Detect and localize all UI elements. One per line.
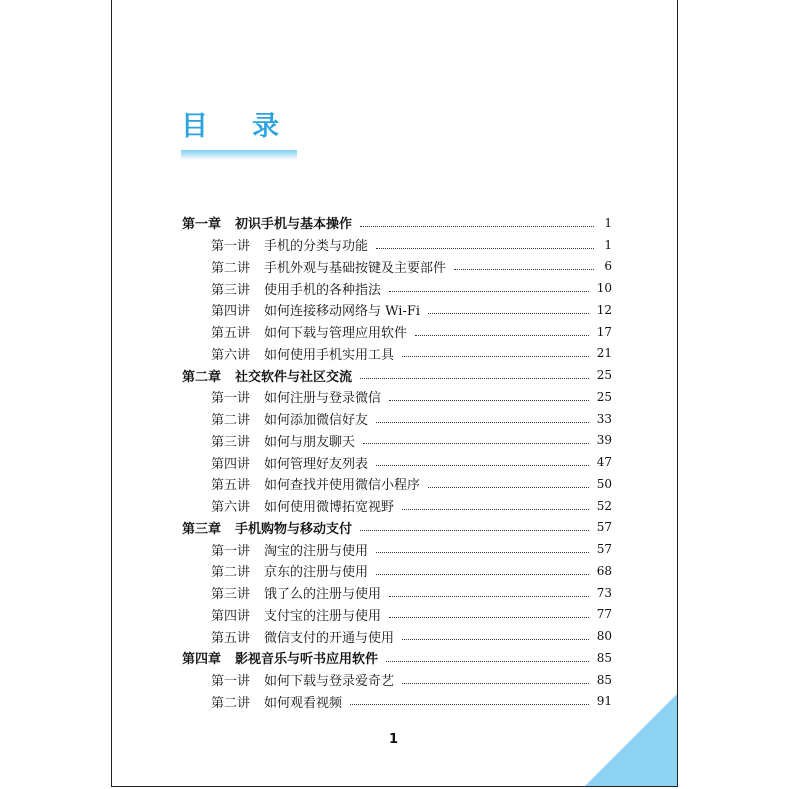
title-char-1: 目 — [181, 111, 208, 142]
toc-entry-label: 第四章 — [182, 652, 222, 668]
dot-leader — [360, 529, 589, 531]
toc-entry-title: 初识手机与基本操作 — [235, 217, 353, 233]
toc-lecture-row — [182, 560, 612, 582]
toc-entry-label: 第三讲 — [211, 587, 251, 603]
toc-entry-label: 第二讲 — [211, 695, 251, 711]
page-number: 1 — [389, 732, 399, 747]
toc-lecture-row — [182, 691, 612, 713]
book-page — [111, 0, 678, 787]
dot-leader — [376, 573, 589, 575]
toc-entry-page: 91 — [596, 694, 612, 709]
title-char-2: 录 — [252, 111, 279, 142]
toc-entry-title: 微信支付的开通与使用 — [264, 630, 395, 646]
toc-lecture-row — [182, 299, 612, 321]
corner-decoration — [585, 694, 677, 786]
toc-entry-title: 如何使用微博拓宽视野 — [264, 500, 395, 516]
toc-lecture-row — [182, 473, 612, 495]
toc-entry-title: 饿了么的注册与使用 — [264, 587, 382, 603]
toc-entry-title: 如何管理好友列表 — [264, 456, 369, 472]
toc-entry-title: 如何添加微信好友 — [264, 413, 369, 429]
toc-entry-page: 50 — [596, 476, 612, 491]
toc-chapter-row — [182, 517, 612, 539]
toc-entry-page: 12 — [596, 302, 612, 317]
toc-entry-title: 社交软件与社区交流 — [235, 369, 353, 385]
toc-entry-page: 85 — [596, 650, 612, 665]
dot-leader — [376, 551, 589, 553]
toc-lecture-row — [182, 582, 612, 604]
dot-leader — [350, 703, 589, 705]
toc-entry-label: 第一讲 — [211, 391, 251, 407]
toc-entry-page: 57 — [596, 520, 612, 535]
toc-entry-label: 第三讲 — [211, 282, 251, 298]
toc-entry-page: 39 — [596, 433, 612, 448]
toc-entry-page: 73 — [596, 585, 612, 600]
toc-lecture-row — [182, 408, 612, 430]
toc-entry-label: 第五讲 — [211, 478, 251, 494]
toc-chapter-row — [182, 647, 612, 669]
dot-leader — [389, 399, 589, 401]
toc-entry-label: 第六讲 — [211, 500, 251, 516]
toc-lecture-row — [182, 604, 612, 626]
toc-entry-label: 第一讲 — [211, 543, 251, 559]
toc-entry-page: 33 — [596, 411, 612, 426]
toc-entry-page: 21 — [596, 346, 612, 361]
dot-leader — [360, 377, 589, 379]
toc-entry-title: 手机外观与基础按键及主要部件 — [264, 260, 447, 276]
toc-entry-label: 第六讲 — [211, 347, 251, 363]
dot-leader — [389, 595, 589, 597]
toc-entry-title: 如何下载与登录爱奇艺 — [264, 674, 395, 690]
toc-entry-page: 47 — [596, 455, 612, 470]
toc-entry-label: 第四讲 — [211, 304, 251, 320]
toc-lecture-row — [182, 538, 612, 560]
toc-entry-title: 支付宝的注册与使用 — [264, 608, 382, 624]
dot-leader — [415, 334, 589, 336]
dot-leader — [389, 290, 589, 292]
dot-leader — [376, 464, 589, 466]
toc-entry-page: 1 — [604, 215, 612, 230]
page-title — [181, 112, 279, 142]
table-of-contents — [182, 212, 612, 712]
dot-leader — [363, 442, 589, 444]
toc-entry-title: 如何查找并使用微信小程序 — [264, 478, 421, 494]
toc-entry-label: 第二讲 — [211, 565, 251, 581]
toc-entry-title: 淘宝的注册与使用 — [264, 543, 369, 559]
dot-leader — [428, 486, 589, 488]
dot-leader — [376, 421, 589, 423]
toc-lecture-row — [182, 234, 612, 256]
toc-entry-label: 第三讲 — [211, 434, 251, 450]
toc-lecture-row — [182, 256, 612, 278]
toc-entry-label: 第五讲 — [211, 630, 251, 646]
toc-lecture-row — [182, 321, 612, 343]
toc-entry-label: 第二章 — [182, 369, 222, 385]
toc-entry-title: 如何连接移动网络与 Wi-Fi — [264, 304, 421, 320]
dot-leader — [428, 312, 589, 314]
toc-entry-page: 52 — [596, 498, 612, 513]
toc-entry-page: 25 — [596, 389, 612, 404]
toc-chapter-row — [182, 364, 612, 386]
toc-lecture-row — [182, 277, 612, 299]
toc-entry-title: 如何使用手机实用工具 — [264, 347, 395, 363]
toc-entry-page: 1 — [604, 237, 612, 252]
dot-leader — [386, 660, 589, 662]
toc-entry-label: 第一讲 — [211, 674, 251, 690]
dot-leader — [402, 638, 589, 640]
toc-entry-page: 25 — [596, 368, 612, 383]
toc-entry-page: 80 — [596, 629, 612, 644]
toc-lecture-row — [182, 386, 612, 408]
toc-entry-page: 77 — [596, 607, 612, 622]
toc-entry-title: 如何下载与管理应用软件 — [264, 326, 408, 342]
toc-lecture-row — [182, 669, 612, 691]
toc-lecture-row — [182, 625, 612, 647]
toc-entry-title: 如何注册与登录微信 — [264, 391, 382, 407]
toc-entry-title: 手机的分类与功能 — [264, 239, 369, 255]
dot-leader — [376, 247, 594, 249]
toc-lecture-row — [182, 430, 612, 452]
toc-chapter-row — [182, 212, 612, 234]
toc-entry-label: 第四讲 — [211, 608, 251, 624]
dot-leader — [360, 225, 594, 227]
toc-entry-title: 京东的注册与使用 — [264, 565, 369, 581]
dot-leader — [402, 682, 589, 684]
dot-leader — [389, 616, 589, 618]
toc-entry-label: 第四讲 — [211, 456, 251, 472]
toc-entry-page: 85 — [596, 672, 612, 687]
toc-entry-title: 手机购物与移动支付 — [235, 521, 353, 537]
title-underline-bar — [181, 150, 297, 160]
toc-entry-page: 17 — [596, 324, 612, 339]
toc-entry-label: 第三章 — [182, 521, 222, 537]
dot-leader — [402, 355, 589, 357]
toc-entry-label: 第二讲 — [211, 413, 251, 429]
toc-lecture-row — [182, 451, 612, 473]
toc-entry-title: 如何与朋友聊天 — [264, 434, 356, 450]
toc-entry-page: 57 — [596, 542, 612, 557]
toc-entry-label: 第一章 — [182, 217, 222, 233]
toc-entry-title: 影视音乐与听书应用软件 — [235, 652, 379, 668]
toc-lecture-row — [182, 343, 612, 365]
toc-entry-title: 如何观看视频 — [264, 695, 343, 711]
toc-entry-page: 10 — [596, 281, 612, 296]
toc-entry-page: 6 — [604, 259, 612, 274]
dot-leader — [454, 268, 594, 270]
dot-leader — [402, 508, 589, 510]
toc-lecture-row — [182, 495, 612, 517]
toc-entry-label: 第五讲 — [211, 326, 251, 342]
toc-entry-title: 使用手机的各种指法 — [264, 282, 382, 298]
toc-entry-page: 68 — [596, 563, 612, 578]
toc-entry-label: 第二讲 — [211, 260, 251, 276]
toc-entry-label: 第一讲 — [211, 239, 251, 255]
